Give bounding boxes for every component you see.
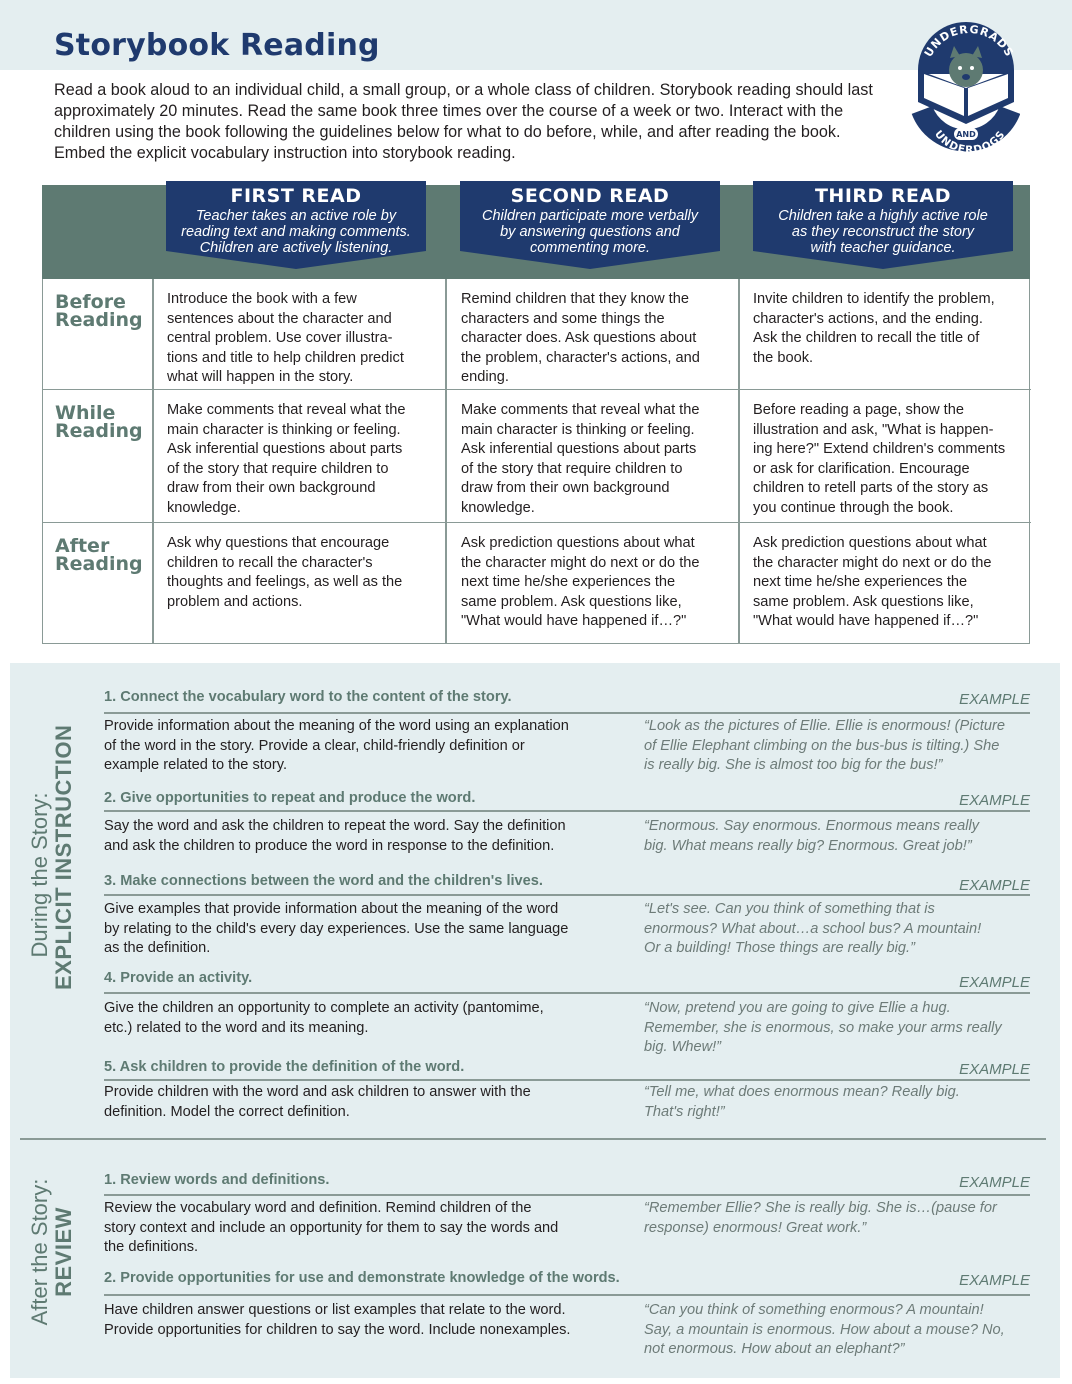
svg-text:UNDERDOGS: UNDERDOGS bbox=[932, 128, 1008, 157]
step-heading: 1. Connect the vocabulary word to the content of the story. bbox=[104, 689, 512, 705]
step-heading: 3. Make connections between the word and the children's lives. bbox=[104, 873, 543, 889]
column-subtitle: Teacher takes an active role by reading text and making comments. Children are actively listening. bbox=[181, 208, 411, 256]
table-cell: Introduce the book with a few sentences about the character and central problem. Use cover illustra- tions and title to help children predict what will happen in the story. bbox=[167, 291, 404, 385]
example-label: EXAMPLE bbox=[959, 1272, 1030, 1289]
table-cell: Invite children to identify the problem, character's actions, and the ending. Ask the children to recall the title of the book. bbox=[753, 291, 995, 366]
during-step-1 bbox=[104, 689, 1030, 779]
side-label-after-story: After the Story: REVIEW bbox=[27, 1178, 76, 1326]
table-cell: Ask prediction questions about what the character might do next or do the next time he/she experiences the same problem. Ask questions like, "What would have happened if…?" bbox=[753, 535, 992, 629]
row-label: While Reading bbox=[55, 402, 143, 442]
step-body: Give examples that provide information about the meaning of the word by relating to the child's every day experiences. Use the same language as the definition. bbox=[104, 901, 569, 956]
step-rule bbox=[104, 1194, 1030, 1196]
step-rule bbox=[104, 894, 1030, 896]
step-rule bbox=[104, 992, 1030, 994]
svg-text:AND: AND bbox=[956, 130, 976, 139]
step-body: Provide children with the word and ask children to answer with the definition. Model the correct definition. bbox=[104, 1084, 531, 1120]
example-label: EXAMPLE bbox=[959, 877, 1030, 894]
column-title: THIRD READ bbox=[814, 185, 952, 207]
step-heading: 2. Give opportunities to repeat and produce the word. bbox=[104, 790, 476, 806]
step-example-quote: “Look as the pictures of Ellie. Ellie is enormous! (Picture of Ellie Elephant climbing on the bus-bus is tilting.) She is really big. She is almost too big for the bus!” bbox=[644, 718, 1005, 773]
column-header-second-read bbox=[460, 181, 720, 269]
step-example-quote: “Now, pretend you are going to give Ellie a hug. Remember, she is enormous, so make your arms really big. Whew!” bbox=[644, 1000, 1002, 1055]
step-body: Say the word and ask the children to repeat the word. Say the definition and ask the children to produce the word in response to the definition. bbox=[104, 818, 566, 854]
column-title: SECOND READ bbox=[510, 185, 670, 207]
column-subtitle: Children participate more verbally by answering questions and commenting more. bbox=[482, 208, 698, 256]
during-step-2 bbox=[104, 790, 1030, 860]
step-body: Give the children an opportunity to complete an activity (pantomime, etc.) related to the word and its meaning. bbox=[104, 1000, 544, 1036]
step-example-quote: “Tell me, what does enormous mean? Really big. That's right!” bbox=[644, 1084, 960, 1120]
column-subtitle: Children take a highly active role as they reconstruct the story with teacher guidance. bbox=[778, 208, 988, 256]
side-label-during-story: During the Story: EXPLICIT INSTRUCTION bbox=[27, 724, 76, 990]
row-label: Before Reading bbox=[55, 291, 143, 331]
step-example-quote: “Can you think of something enormous? A mountain! Say, a mountain is enormous. How about a mouse? No, not enormous. How about an elephant?” bbox=[644, 1302, 1005, 1357]
column-header-third-read bbox=[753, 181, 1013, 269]
step-example-quote: “Enormous. Say enormous. Enormous means really big. What means really big? Enormous. Great job!” bbox=[644, 818, 979, 854]
reading-table bbox=[42, 185, 1030, 644]
table-cell: Make comments that reveal what the main character is thinking or feeling. Ask inferential questions about parts of the story that require children to draw from their own background knowledge. bbox=[461, 402, 700, 516]
page-title: Storybook Reading bbox=[54, 28, 380, 63]
example-label: EXAMPLE bbox=[959, 1061, 1030, 1078]
step-body: Provide information about the meaning of the word using an explanation of the word in the story. Provide a clear, child-friendly definition or example related to the story. bbox=[104, 718, 569, 773]
step-heading: 1. Review words and definitions. bbox=[104, 1172, 330, 1188]
table-cell: Make comments that reveal what the main character is thinking or feeling. Ask inferential questions about parts of the story that require children to draw from their own background knowledge. bbox=[167, 402, 406, 516]
step-body: Have children answer questions or list examples that relate to the word. Provide opportunities for children to say the word. Include nonexamples. bbox=[104, 1302, 571, 1338]
step-body: Review the vocabulary word and definition. Remind children of the story context and include an opportunity for them to say the words and the definitions. bbox=[104, 1200, 559, 1255]
example-label: EXAMPLE bbox=[959, 691, 1030, 708]
during-step-5 bbox=[104, 1059, 1030, 1129]
step-example-quote: “Remember Ellie? She is really big. She is…(pause for response) enormous! Great work.” bbox=[644, 1200, 997, 1236]
step-rule bbox=[104, 810, 1030, 812]
table-cell: Remind children that they know the characters and some things the character does. Ask questions about the problem, character's actions, and ending. bbox=[461, 291, 700, 385]
step-heading: 5. Ask children to provide the definition of the word. bbox=[104, 1059, 465, 1075]
example-label: EXAMPLE bbox=[959, 974, 1030, 991]
during-step-3 bbox=[104, 873, 1030, 963]
intro-paragraph: Read a book aloud to an individual child, a small group, or a whole class of children. Storybook reading should last approximately 20 minutes. Read the same book three times over the course of a week or two. Interact with the children using the book following the guidelines below for what to do before, while, and after reading the book. Embed the explicit vocabulary instruction into storybook reading. bbox=[54, 81, 873, 162]
table-cell: Ask why questions that encourage children to recall the character's thoughts and feelings, as well as the problem and actions. bbox=[167, 535, 403, 610]
step-heading: 2. Provide opportunities for use and demonstrate knowledge of the words. bbox=[104, 1270, 620, 1286]
section-divider bbox=[20, 1138, 1046, 1140]
table-row-before-reading bbox=[43, 279, 1031, 390]
after-step-2 bbox=[104, 1270, 1030, 1365]
column-title: FIRST READ bbox=[230, 185, 362, 207]
table-cell: Before reading a page, show the illustration and ask, "What is happen- ing here?" Extend children's comments or ask for clarification. Encourage children to retell parts of the story as you continue through the book. bbox=[753, 402, 1006, 516]
step-rule bbox=[104, 1079, 1030, 1081]
step-example-quote: “Let's see. Can you think of something that is enormous? What about…a school bus? A mountain! Or a building! Those things are really big.” bbox=[644, 901, 982, 956]
step-heading: 4. Provide an activity. bbox=[104, 970, 253, 986]
table-row-while-reading bbox=[43, 390, 1031, 523]
during-step-4 bbox=[104, 970, 1030, 1058]
book-dog-badge-icon bbox=[910, 14, 1020, 174]
column-header-first-read bbox=[166, 181, 426, 269]
example-label: EXAMPLE bbox=[959, 1174, 1030, 1191]
undergrads-logo bbox=[910, 14, 1020, 174]
table-row-after-reading bbox=[43, 523, 1031, 644]
table-body bbox=[42, 279, 1030, 644]
svg-text:UNDERGRADS: UNDERGRADS bbox=[921, 22, 1017, 60]
step-rule bbox=[104, 712, 1030, 714]
example-label: EXAMPLE bbox=[959, 792, 1030, 809]
after-step-1 bbox=[104, 1172, 1030, 1262]
step-rule bbox=[104, 1294, 1030, 1296]
table-cell: Ask prediction questions about what the character might do next or do the next time he/she experiences the same problem. Ask questions like, "What would have happened if…?" bbox=[461, 535, 700, 629]
row-label: After Reading bbox=[55, 535, 143, 575]
